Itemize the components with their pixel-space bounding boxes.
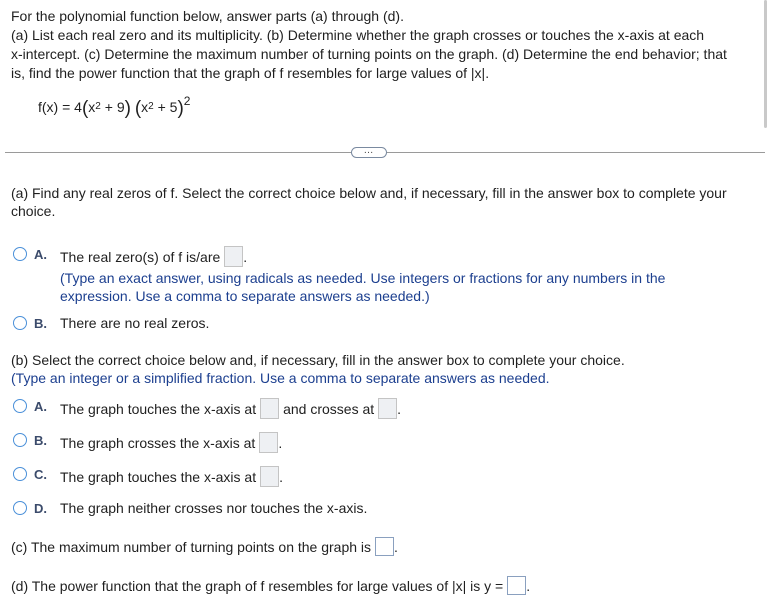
outer-exp: 2: [183, 94, 191, 108]
part-c: [11, 537, 398, 556]
factor2-exp: 2: [148, 101, 154, 112]
choice-b-a: [60, 398, 401, 419]
polynomial-formula: [38, 95, 190, 121]
choice-a-a: [60, 246, 247, 267]
paren-close: ): [124, 98, 131, 119]
part-d-text: (d) The power function that the graph of f resembles for large values of |x| is y =: [11, 577, 504, 594]
scrollbar[interactable]: [764, 0, 767, 128]
question-line: For the polynomial function below, answer parts (a) through (d).: [11, 8, 404, 24]
answer-box-touches[interactable]: [260, 398, 279, 419]
factor1-base: x: [88, 99, 96, 115]
more-button[interactable]: …: [351, 147, 387, 158]
hint-line: expression. Use a comma to separate answers as needed.): [60, 288, 430, 304]
radio-b-b[interactable]: [13, 433, 27, 447]
choice-b-d: The graph neither crosses nor touches the x-axis.: [60, 500, 368, 516]
formula-lhs: f(x) = 4: [38, 99, 82, 115]
period: .: [243, 248, 248, 265]
part-a-prompt: [11, 184, 756, 220]
factor2-base: x: [141, 99, 149, 115]
radio-b-a[interactable]: [13, 399, 27, 413]
question-line: x-intercept. (c) Determine the maximum number of turning points on the graph. (d) Determine the end behavior; that: [11, 46, 727, 62]
paren-open: (: [81, 98, 89, 119]
choice-letter: C.: [34, 467, 47, 482]
hint-a: [60, 269, 665, 305]
choice-letter: D.: [34, 501, 47, 516]
answer-box-crosses[interactable]: [378, 398, 397, 419]
paren-close: ): [177, 98, 184, 119]
part-c-text: (c) The maximum number of turning points on the graph is: [11, 538, 372, 555]
factor2-rest: + 5: [157, 99, 178, 115]
factor1-exp: 2: [95, 101, 101, 112]
choice-letter: A.: [34, 247, 47, 262]
choice-a-b: There are no real zeros.: [60, 315, 210, 331]
question-text: [11, 7, 756, 83]
radio-a-b[interactable]: [13, 316, 27, 330]
part-b-prompt: (b) Select the correct choice below and, if necessary, fill in the answer box to complete your choice.: [11, 352, 625, 368]
period: .: [394, 538, 398, 555]
radio-b-c[interactable]: [13, 467, 27, 481]
choice-text: The real zero(s) of f is/are: [60, 248, 221, 265]
period: .: [279, 468, 283, 485]
radio-b-d[interactable]: [13, 501, 27, 515]
part-a-prompt-line: choice.: [11, 203, 56, 219]
choice-letter: B.: [34, 433, 47, 448]
hint-b: (Type an integer or a simplified fraction. Use a comma to separate answers as needed.: [11, 370, 550, 386]
answer-box-crosses-only[interactable]: [259, 432, 278, 453]
period: .: [397, 400, 402, 417]
choice-middle-text: and crosses at: [283, 400, 375, 417]
answer-box-a-zeros[interactable]: [224, 246, 243, 267]
hint-line: (Type an exact answer, using radicals as needed. Use integers or fractions for any numbers in the: [60, 270, 666, 286]
part-a-prompt-line: (a) Find any real zeros of f. Select the correct choice below and, if necessary, fill in the answer box to complete your: [11, 185, 727, 201]
answer-box-power-function[interactable]: [507, 576, 526, 595]
question-line: is, find the power function that the graph of f resembles for large values of |x|.: [11, 65, 490, 81]
choice-letter: A.: [34, 399, 47, 414]
answer-box-turning-points[interactable]: [375, 537, 394, 556]
radio-a-a[interactable]: [13, 247, 27, 261]
choice-letter: B.: [34, 316, 47, 331]
factor1-rest: + 9: [104, 99, 125, 115]
answer-box-touches-only[interactable]: [260, 466, 279, 487]
part-d: [11, 576, 530, 595]
paren-open: (: [134, 98, 142, 119]
period: .: [526, 577, 531, 594]
choice-b-b: [60, 432, 282, 453]
choice-text: The graph crosses the x-axis at: [60, 434, 256, 451]
choice-text: The graph touches the x-axis at: [60, 400, 257, 417]
period: .: [278, 434, 283, 451]
choice-b-c: [60, 466, 283, 487]
question-line: (a) List each real zero and its multiplicity. (b) Determine whether the graph crosses or touches the x-axis at each: [11, 27, 705, 43]
choice-text: The graph touches the x-axis at: [60, 468, 257, 485]
